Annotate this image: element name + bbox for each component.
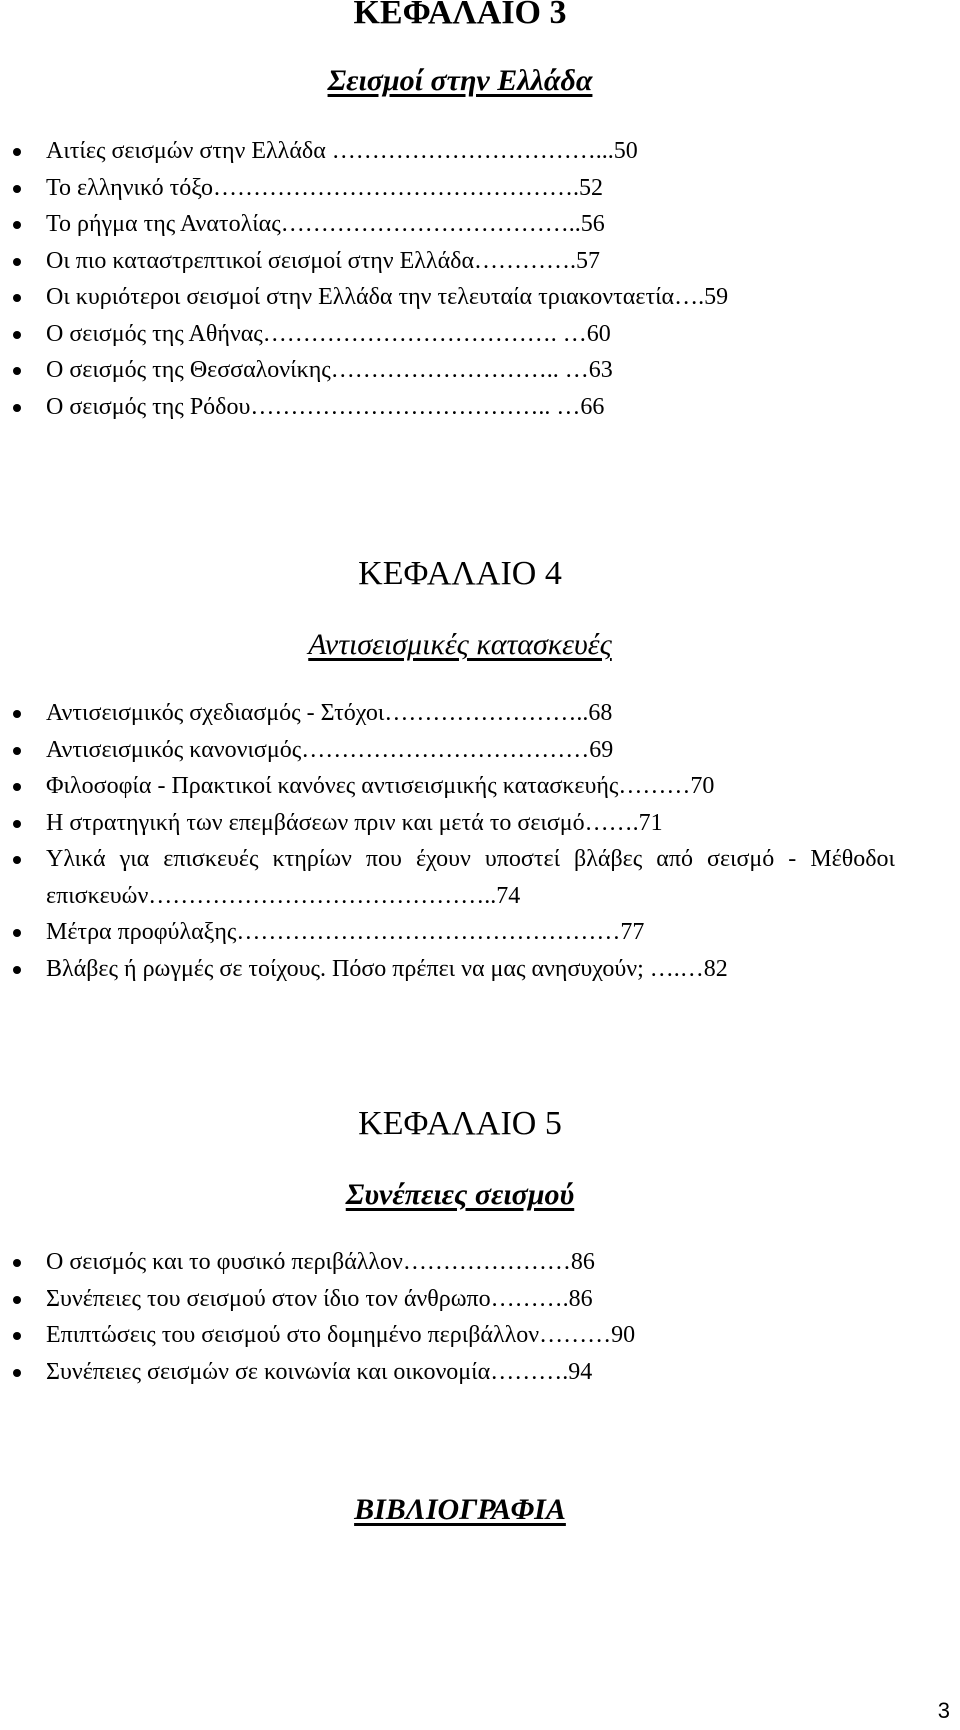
toc-entry[interactable]: Η στρατηγική των επεμβάσεων πριν και μετά το σεισμό…….71 bbox=[0, 805, 895, 842]
bullet-icon bbox=[13, 820, 21, 828]
toc-entry[interactable]: Βλάβες ή ρωγμές σε τοίχους. Πόσο πρέπει να μας ανησυχούν; ….…82 bbox=[0, 951, 895, 988]
toc-entry[interactable]: Οι κυριότεροι σεισμοί στην Ελλάδα την τελευταία τριακονταετία….59 bbox=[0, 279, 895, 316]
bullet-icon bbox=[13, 258, 21, 266]
toc-entry[interactable]: Αντισεισμικός σχεδιασμός - Στόχοι……………………..68 bbox=[0, 695, 895, 732]
bullet-icon bbox=[13, 1296, 21, 1304]
toc-entry[interactable]: Ο σεισμός και το φυσικό περιβάλλον…………………86 bbox=[0, 1244, 895, 1281]
bullet-icon bbox=[13, 185, 21, 193]
toc-entry[interactable]: Ο σεισμός της Αθήνας………………………………. …60 bbox=[0, 316, 895, 353]
bullet-icon bbox=[13, 367, 21, 375]
bullet-icon bbox=[13, 331, 21, 339]
bullet-icon bbox=[13, 1259, 21, 1267]
toc-entry[interactable]: Αιτίες σεισμών στην Ελλάδα ……………………………...50 bbox=[0, 133, 895, 170]
toc-entry[interactable]: Συνέπειες του σεισμού στον ίδιο τον άνθρωπο……….86 bbox=[0, 1281, 895, 1318]
bullet-icon bbox=[13, 747, 21, 755]
chapter-4-title: ΚΕΦΑΛΑΙΟ 4 bbox=[358, 555, 562, 592]
bullet-icon bbox=[13, 966, 21, 974]
bullet-icon bbox=[13, 294, 21, 302]
toc-entry[interactable]: Ο σεισμός της Θεσσαλονίκης……………………….. …63 bbox=[0, 352, 895, 389]
toc-entry[interactable]: Το ελληνικό τόξο……………………………………….52 bbox=[0, 170, 895, 207]
chapter-5-subtitle: Συνέπειες σεισμού bbox=[345, 1178, 575, 1211]
bullet-icon bbox=[13, 404, 21, 412]
toc-entry[interactable]: Το ρήγμα της Ανατολίας………………………………..56 bbox=[0, 206, 895, 243]
bullet-icon bbox=[13, 148, 21, 156]
toc-entry[interactable]: Ο σεισμός της Ρόδου……………………………….. …66 bbox=[0, 389, 895, 426]
toc-entry[interactable]: Επιπτώσεις του σεισμού στο δομημένο περιβάλλον………90 bbox=[0, 1317, 895, 1354]
chapter-3-title: ΚΕΦΑΛΑΙΟ 3 bbox=[353, 0, 567, 31]
chapter-4-subtitle: Αντισεισμικές κατασκευές bbox=[308, 628, 612, 661]
page-number: 3 bbox=[937, 1698, 950, 1723]
bullet-icon bbox=[13, 221, 21, 229]
chapter-4-toc bbox=[0, 695, 895, 987]
chapter-5-toc bbox=[0, 1244, 895, 1390]
bullet-icon bbox=[13, 710, 21, 718]
chapter-5-title: ΚΕΦΑΛΑΙΟ 5 bbox=[358, 1105, 562, 1142]
chapter-3-toc bbox=[0, 133, 895, 425]
bullet-icon bbox=[13, 1369, 21, 1377]
toc-entry[interactable]: Οι πιο καταστρεπτικοί σεισμοί στην Ελλάδα………….57 bbox=[0, 243, 895, 280]
chapter-3-subtitle: Σεισμοί στην Ελλάδα bbox=[327, 64, 593, 97]
toc-entry[interactable]: Φιλοσοφία - Πρακτικοί κανόνες αντισεισμικής κατασκευής………70 bbox=[0, 768, 895, 805]
toc-entry[interactable]: Συνέπειες σεισμών σε κοινωνία και οικονομία……….94 bbox=[0, 1354, 895, 1391]
toc-entry[interactable]: Υλικά για επισκευές κτηρίων που έχουν υποστεί βλάβες από σεισμό - Μέθοδοι επισκευών……………………………………..74 bbox=[0, 841, 895, 914]
bullet-icon bbox=[13, 929, 21, 937]
bullet-icon bbox=[13, 1332, 21, 1340]
toc-entry[interactable]: Αντισεισμικός κανονισμός………………………………69 bbox=[0, 732, 895, 769]
bullet-icon bbox=[13, 856, 21, 864]
toc-entry[interactable]: Μέτρα προφύλαξης…………………………………………77 bbox=[0, 914, 895, 951]
bibliography-heading[interactable]: ΒΙΒΛΙΟΓΡΑΦΙΑ bbox=[354, 1493, 566, 1526]
bullet-icon bbox=[13, 783, 21, 791]
